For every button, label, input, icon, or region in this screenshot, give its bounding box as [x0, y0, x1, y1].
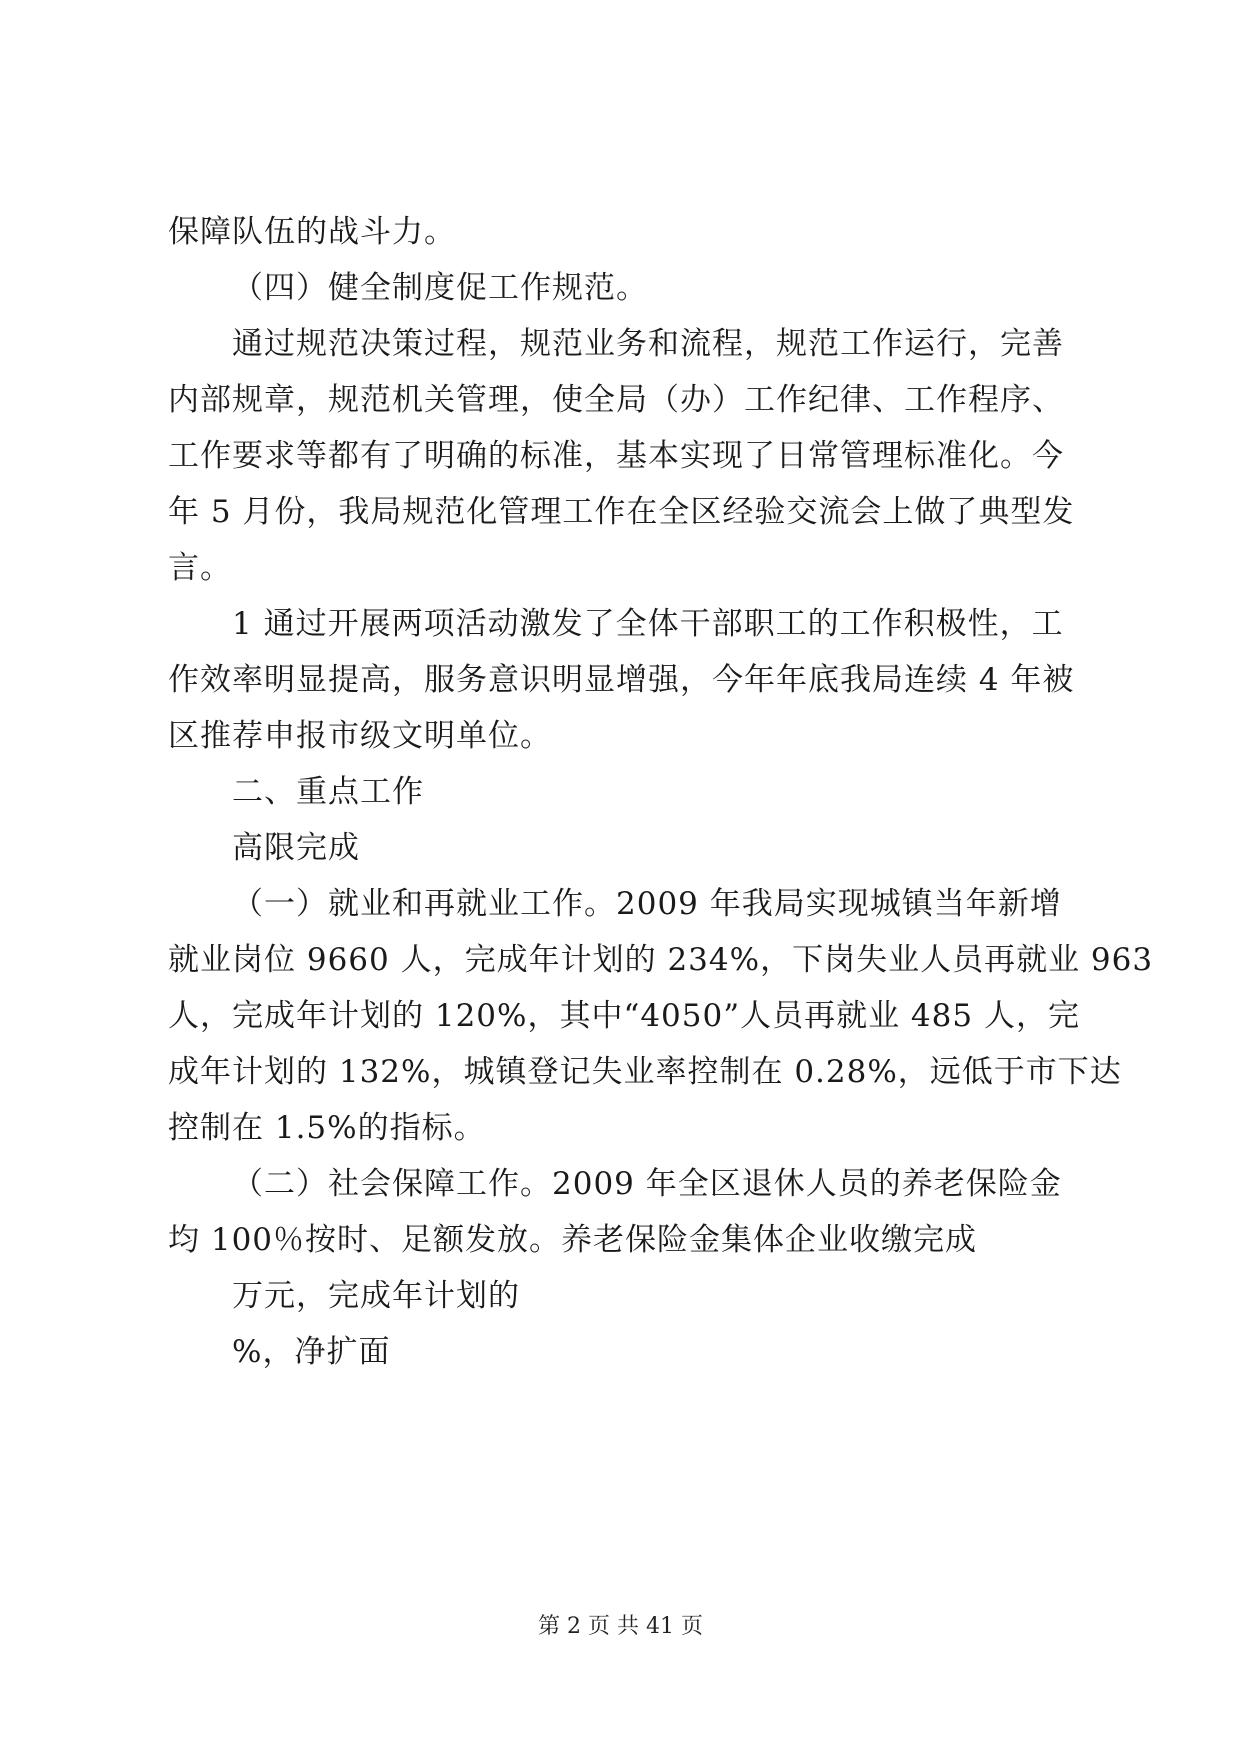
text-line: （二）社会保障工作。2009 年全区退休人员的养老保险金 — [232, 1166, 1062, 1202]
page-number-footer: 第 2 页 共 41 页 — [538, 1614, 703, 1639]
text-line: 言。 — [168, 550, 232, 586]
text-line: 1 通过开展两项活动激发了全体干部职工的工作积极性，工 — [232, 606, 1064, 642]
text-line: （一）就业和再就业工作。2009 年我局实现城镇当年新增 — [232, 886, 1062, 922]
section-heading: （四）健全制度促工作规范。 — [232, 270, 648, 306]
text-line: 年 5 月份，我局规范化管理工作在全区经验交流会上做了典型发 — [168, 494, 1075, 530]
text-line: 保障队伍的战斗力。 — [168, 214, 456, 250]
text-line: 高限完成 — [232, 830, 360, 866]
text-line: 成年计划的 132%，城镇登记失业率控制在 0.28%，远低于市下达 — [168, 1054, 1122, 1090]
text-line: 万元，完成年计划的 — [232, 1278, 520, 1314]
text-line: 工作要求等都有了明确的标准，基本实现了日常管理标准化。今 — [168, 438, 1064, 474]
text-line: 人，完成年计划的 120%，其中“4050”人员再就业 485 人，完 — [168, 998, 1080, 1034]
text-line: 通过规范决策过程，规范业务和流程，规范工作运行，完善 — [232, 326, 1064, 362]
text-line: 区推荐申报市级文明单位。 — [168, 718, 552, 754]
text-line: 作效率明显提高，服务意识明显增强，今年年底我局连续 4 年被 — [168, 662, 1075, 698]
text-line: 内部规章，规范机关管理，使全局（办）工作纪律、工作程序、 — [168, 382, 1064, 418]
text-line: 就业岗位 9660 人，完成年计划的 234%，下岗失业人员再就业 963 — [168, 942, 1154, 978]
text-line: 控制在 1.5%的指标。 — [168, 1110, 486, 1146]
text-line: %，净扩面 — [232, 1334, 391, 1370]
section-heading: 二、重点工作 — [232, 774, 424, 810]
text-line: 均 100％按时、足额发放。养老保险金集体企业收缴完成 — [168, 1222, 978, 1258]
